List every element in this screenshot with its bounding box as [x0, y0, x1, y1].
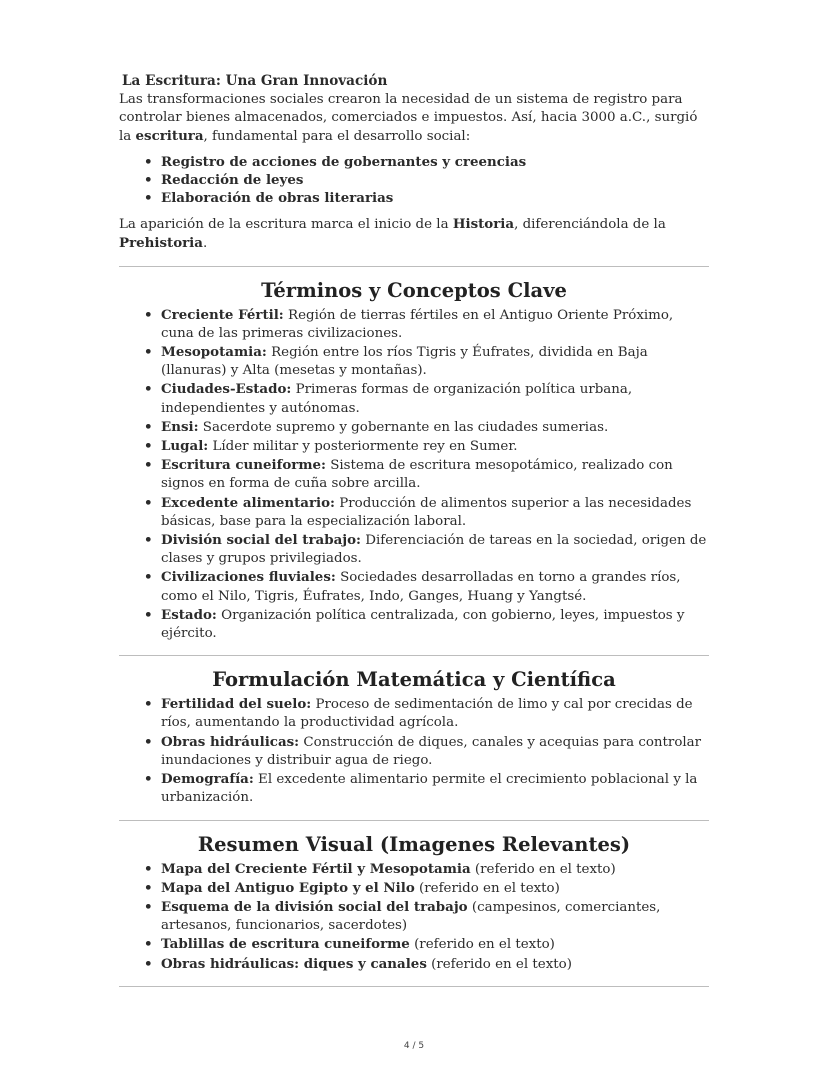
- visual-title: Resumen Visual (Imagenes Relevantes): [197, 832, 631, 856]
- intro-list: [119, 153, 709, 208]
- list-item: [144, 418, 709, 437]
- term-description: (referido en el texto): [414, 880, 560, 896]
- bullet-icon: •: [144, 955, 153, 972]
- section-divider: [119, 820, 709, 821]
- intro-section: [119, 72, 709, 254]
- section-divider: [119, 266, 709, 267]
- term-description: El excedente alimentario permite el crecimiento poblacional y la urbanización.: [161, 772, 698, 806]
- bullet-icon: •: [144, 153, 153, 170]
- closing-text: La aparición de la escritura marca el inicio de la: [119, 217, 453, 233]
- list-item: [144, 955, 709, 974]
- terms-section: [119, 279, 709, 644]
- term-label: Estado:: [161, 606, 217, 623]
- bullet-icon: •: [144, 344, 153, 361]
- bullet-icon: •: [144, 936, 153, 953]
- bullet-icon: •: [144, 606, 153, 623]
- term-description: Producción de alimentos superior a las necesidades básicas, base para la especialización laboral.: [161, 495, 692, 529]
- list-item: [144, 380, 709, 417]
- term-label: División social del trabajo:: [161, 532, 361, 549]
- bullet-icon: •: [144, 771, 153, 788]
- term-label: Fertilidad del suelo:: [161, 696, 312, 713]
- list-item: [144, 343, 709, 380]
- closing-text: .: [202, 236, 208, 252]
- visual-section: [119, 833, 709, 974]
- term-label: Obras hidráulicas:: [161, 733, 300, 750]
- page-number: 4 / 5: [403, 1041, 425, 1051]
- terms-title: Términos y Conceptos Clave: [261, 278, 567, 302]
- term-label: Escritura cuneiforme:: [161, 457, 326, 474]
- list-item: [144, 531, 709, 568]
- bullet-icon: •: [144, 860, 153, 877]
- term-description: Sistema de escritura mesopotámico, realizado con signos en forma de cuña sobre arcilla.: [161, 458, 673, 492]
- intro-text: , fundamental para el desarrollo social:: [203, 129, 471, 145]
- list-item: [144, 935, 709, 954]
- list-item: [144, 770, 709, 807]
- intro-bold-term: escritura: [135, 128, 204, 145]
- bullet-icon: •: [144, 306, 153, 323]
- list-item: [144, 189, 709, 207]
- list-item: [144, 879, 709, 898]
- bullet-icon: •: [144, 494, 153, 511]
- closing-text: , diferenciándola de la: [514, 217, 666, 233]
- bullet-icon: •: [144, 171, 153, 188]
- term-label: Civilizaciones fluviales:: [161, 569, 336, 586]
- term-label: Mapa del Antiguo Egipto y el Nilo: [161, 879, 415, 896]
- section-divider: [119, 986, 709, 987]
- term-description: Sacerdote supremo y gobernante en las ciudades sumerias.: [198, 419, 609, 435]
- term-description: (referido en el texto): [470, 861, 616, 877]
- term-label: Excedente alimentario:: [161, 494, 335, 511]
- term-description: Líder militar y posteriormente rey en Sumer.: [208, 439, 518, 455]
- term-description: Construcción de diques, canales y acequias para controlar inundaciones y distribuir agua de riego.: [161, 734, 702, 768]
- list-item: [144, 695, 709, 732]
- term-label: Demografía:: [161, 771, 254, 788]
- bullet-icon: •: [144, 879, 153, 896]
- term-description: Región entre los ríos Tigris y Éufrates, dividida en Baja (llanuras) y Alta (mesetas y montañas).: [161, 345, 648, 379]
- bullet-icon: •: [144, 438, 153, 455]
- list-item: [144, 860, 709, 879]
- list-item-text: Elaboración de obras literarias: [161, 190, 394, 207]
- term-description: (campesinos, comerciantes, artesanos, funcionarios, sacerdotes): [161, 899, 661, 934]
- list-item: [144, 456, 709, 493]
- term-description: Proceso de sedimentación de limo y cal por crecidas de ríos, aumentando la productividad agrícola.: [161, 697, 693, 731]
- term-description: Diferenciación de tareas en la sociedad, origen de clases y grupos privilegiados.: [161, 533, 707, 567]
- term-label: Lugal:: [161, 438, 209, 455]
- bullet-icon: •: [144, 190, 153, 207]
- section-heading-escritura: La Escritura: Una Gran Innovación: [122, 73, 388, 89]
- term-label: Tablillas de escritura cuneiforme: [161, 936, 410, 953]
- list-item-text: Redacción de leyes: [161, 171, 304, 188]
- term-description: (referido en el texto): [409, 937, 555, 953]
- closing-paragraph: [119, 215, 709, 253]
- list-item: [144, 568, 709, 605]
- term-description: (referido en el texto): [426, 956, 572, 972]
- formulation-list: [119, 695, 709, 807]
- term-description: Región de tierras fértiles en el Antiguo Oriente Próximo, cuna de las primeras civilizaciones.: [161, 307, 674, 341]
- visual-list: [119, 860, 709, 974]
- list-item: [144, 494, 709, 531]
- bullet-icon: •: [144, 696, 153, 713]
- list-item: [144, 733, 709, 770]
- term-label: Creciente Fértil:: [161, 306, 284, 323]
- intro-text: Las transformaciones sociales crearon la necesidad de un sistema de registro para controlar bienes almacenados, comerciados e impuestos. Así, hacia 3000 a.C., surgió la: [119, 92, 698, 145]
- term-label: Ensi:: [161, 418, 199, 435]
- term-label: Esquema de la división social del trabajo: [161, 898, 468, 915]
- terms-list: [119, 306, 709, 644]
- term-description: Primeras formas de organización política urbana, independientes y autónomas.: [161, 382, 633, 416]
- term-label: Obras hidráulicas: diques y canales: [161, 955, 427, 972]
- list-item: [144, 171, 709, 189]
- bullet-icon: •: [144, 457, 153, 474]
- formulation-section: [119, 668, 709, 807]
- intro-paragraph: [119, 91, 709, 147]
- list-item-text: Registro de acciones de gobernantes y creencias: [161, 153, 527, 170]
- bullet-icon: •: [144, 381, 153, 398]
- bullet-icon: •: [144, 532, 153, 549]
- list-item: [144, 437, 709, 456]
- bullet-icon: •: [144, 418, 153, 435]
- list-item: [144, 606, 709, 643]
- term-label: Mesopotamia:: [161, 344, 267, 361]
- formulation-title: Formulación Matemática y Científica: [212, 668, 616, 692]
- bullet-icon: •: [144, 569, 153, 586]
- bullet-icon: •: [144, 733, 153, 750]
- list-item: [144, 306, 709, 343]
- document-page: [119, 72, 709, 999]
- term-label: Ciudades-Estado:: [161, 381, 292, 398]
- list-item: [144, 898, 709, 935]
- term-label: Mapa del Creciente Fértil y Mesopotamia: [161, 860, 471, 877]
- closing-bold-prehistoria: Prehistoria: [119, 235, 203, 252]
- term-description: Sociedades desarrolladas en torno a grandes ríos, como el Nilo, Tigris, Éufrates, Indo, Ganges, Huang y Yangtsé.: [161, 570, 681, 604]
- bullet-icon: •: [144, 898, 153, 915]
- list-item: [144, 153, 709, 171]
- term-description: Organización política centralizada, con gobierno, leyes, impuestos y ejército.: [161, 607, 685, 642]
- section-divider: [119, 655, 709, 656]
- closing-bold-historia: Historia: [452, 216, 515, 233]
